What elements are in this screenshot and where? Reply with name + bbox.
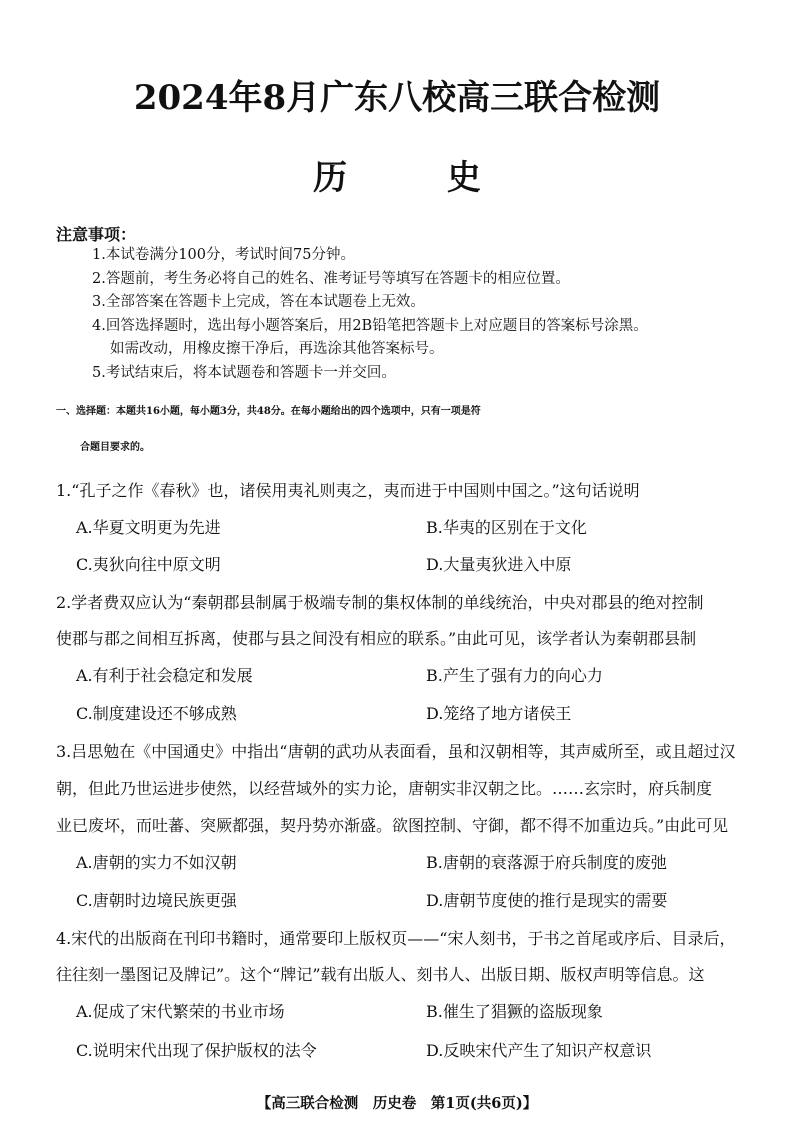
question-4-stem: 4.宋代的出版商在刊印书籍时，通常要印上版权页——“宋人刻书，于书之首尾或序后、目录后， — [56, 929, 736, 948]
question-1-option-a: A.华夏文明更为先进 — [76, 518, 221, 537]
page-footer: 【高三联合检测 历史卷 第1页(共6页)】 — [256, 1095, 538, 1112]
question-3-option-d: D.唐朝节度使的推行是现实的需要 — [426, 891, 668, 910]
notice-list — [92, 244, 648, 385]
question-2-option-d: D.笼络了地方诸侯王 — [426, 704, 572, 723]
question-2-option-c: C.制度建设还不够成熟 — [76, 704, 237, 723]
question-3-option-c: C.唐朝时边境民族更强 — [76, 891, 237, 910]
section-heading-cont: 合题目要求的。 — [80, 442, 150, 453]
question-1-stem: 1.“孔子之作《春秋》也，诸侯用夷礼则夷之，夷而进于中国则中国之。”这句话说明 — [56, 481, 640, 500]
question-2-stem-cont: 使郡与郡之间相互拆离，使郡与县之间没有相应的联系。”由此可见，该学者认为秦朝郡县制 — [56, 629, 697, 648]
question-4-option-d: D.反映宋代产生了知识产权意识 — [426, 1041, 652, 1060]
notice-item: 2.答题前，考生务必将自己的姓名、准考证号等填写在答题卡的相应位置。 — [92, 270, 570, 287]
question-3-option-b: B.唐朝的衰落源于府兵制度的废弛 — [426, 853, 667, 872]
question-1-option-b: B.华夷的区别在于文化 — [426, 518, 587, 537]
notice-item: 3.全部答案在答题卡上完成，答在本试题卷上无效。 — [92, 294, 425, 310]
subject-title: 历 史 — [313, 158, 525, 198]
question-1-option-c: C.夷狄向往中原文明 — [76, 555, 221, 574]
question-2-option-b: B.产生了强有力的向心力 — [426, 666, 603, 685]
question-4-stem-cont: 往往刻一墨图记及牌记”。这个“牌记”载有出版人、刻书人、出版日期、版权声明等信息。这 — [56, 965, 705, 984]
question-2-option-a: A.有利于社会稳定和发展 — [76, 666, 253, 685]
question-3-stem-cont: 业已废坏，而吐蕃、突厥都强，契丹势亦渐盛。欲图控制、守御，都不得不加重边兵。”由此可见 — [56, 816, 729, 835]
question-4-option-c: C.说明宋代出现了保护版权的法令 — [76, 1041, 317, 1060]
question-2-stem: 2.学者费双应认为“秦朝郡县制属于极端专制的集权体制的单线统治，中央对郡县的绝对控制 — [56, 593, 704, 612]
notice-item: 1.本试卷满分100分，考试时间75分钟。 — [92, 247, 355, 263]
notice-item: 4.回答选择题时，选出每小题答案后，用2B铅笔把答题卡上对应题目的答案标号涂黑。 — [92, 317, 648, 334]
question-1-option-d: D.大量夷狄进入中原 — [426, 555, 572, 574]
exam-title: 2024年8月广东八校高三联合检测 — [133, 78, 661, 118]
section-heading: 一、选择题：本题共16小题，每小题3分，共48分。在每小题给出的四个选项中，只有一项是符 — [56, 406, 481, 417]
notice-item: 如需改动，用橡皮擦干净后，再选涂其他答案标号。 — [110, 341, 444, 357]
question-4-option-b: B.催生了猖獗的盗版现象 — [426, 1002, 603, 1021]
question-3-option-a: A.唐朝的实力不如汉朝 — [76, 853, 237, 872]
notice-item: 5.考试结束后，将本试题卷和答题卡一并交回。 — [92, 364, 396, 381]
question-3-stem-cont: 朝，但此乃世运进步使然，以经营域外的实力论，唐朝实非汉朝之比。……玄宗时，府兵制度 — [56, 779, 713, 798]
question-3-stem: 3.吕思勉在《中国通史》中指出“唐朝的武功从表面看，虽和汉朝相等，其声威所至，或且超过汉 — [56, 742, 736, 761]
notice-heading: 注意事项： — [56, 225, 137, 244]
question-4-option-a: A.促成了宋代繁荣的书业市场 — [76, 1002, 285, 1021]
